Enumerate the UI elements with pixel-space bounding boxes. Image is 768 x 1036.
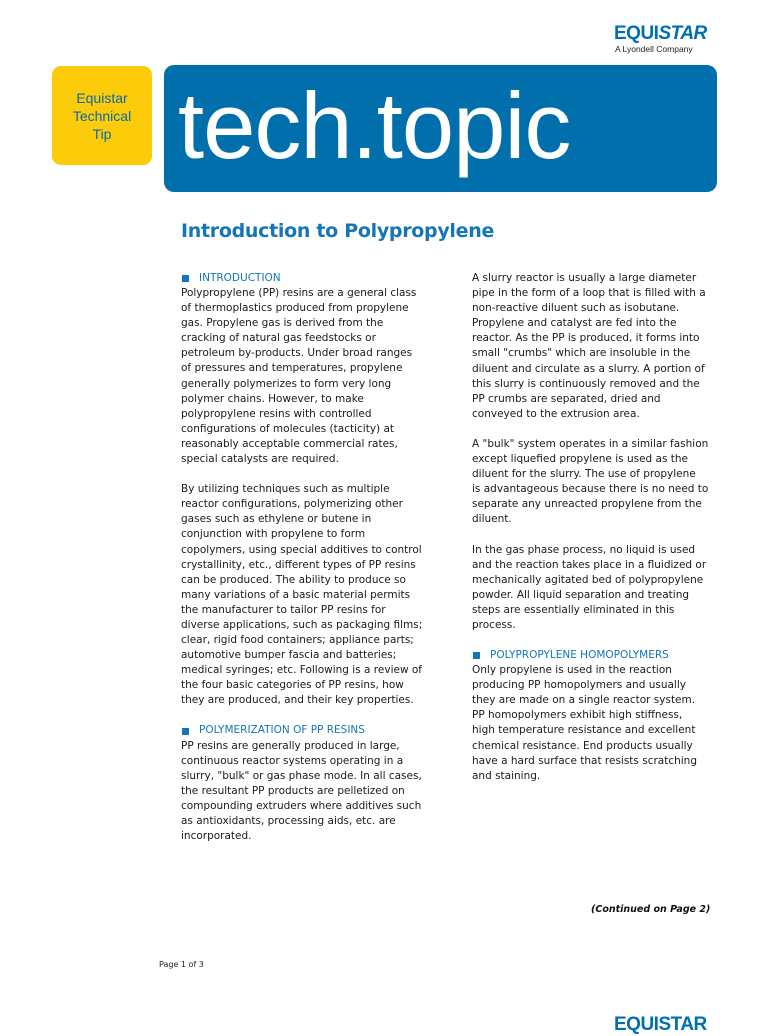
logo-tagline: A Lyondell Company [615, 44, 693, 54]
continued-note: (Continued on Page 2) [591, 904, 711, 915]
slurry-paragraph: A slurry reactor is usually a large diameter pipe in the form of a loop that is filled with a non-reactive diluent such as isobutane. Propylene and catalyst are fed into the reactor. As the PP is produced, it forms into small "crumbs" which are insoluble in the diluent and circulate as a slurry. A portion of this slurry is continuously removed and the PP crumbs are separated, dried and conveyed to the extrusion area. [472, 272, 706, 420]
document-title: Introduction to Polypropylene [181, 220, 495, 242]
section-heading-polymerization [181, 724, 453, 739]
square-bullet-icon [182, 728, 189, 735]
section-heading-label: INTRODUCTION [199, 271, 281, 284]
intro-paragraph-1: Polypropylene (PP) resins are a general class of thermoplastics produced from propylene gas. Propylene gas is derived from the cracking of natural gas feedstocks or petroleum by-products. Under broad ranges of pressures and temperatures, propylene generally polymerizes to form very long polymer chains. However, to make polypropylene resins with controlled configurations of molecules (tacticity) at reasonably acceptable commercial rates, special catalysts are required. [181, 287, 417, 466]
technical-tip-text [73, 89, 131, 143]
square-bullet-icon [473, 652, 480, 659]
tip-line-3: Tip [92, 125, 112, 142]
section-heading-homopolymers [472, 648, 728, 663]
logo-word-equi: EQUI [614, 23, 659, 44]
page-number: Page 1 of 3 [159, 960, 204, 969]
bulk-paragraph: A "bulk" system operates in a similar fashion except liquefied propylene is used as the diluent for the slurry. The use of propylene is advantageous because there is no need to separate any unreacted propylene from the diluent. [472, 437, 709, 526]
tip-line-1: Equistar [76, 89, 128, 106]
intro-paragraph-2: By utilizing techniques such as multiple reactor configurations, polymerizing other gases such as ethylene or butene in conjunction with propylene to form copolymers, using special additives to control crystallinity, etc., different types of PP resins can be produced. The ability to produce so many variations of a basic material permits the manufacturer to tailor PP resins for diverse applications, such as packaging films; clear, rigid food containers; appliance parts; automotive bumper fascia and batteries; medical syringes; etc. Following is a review of the four basic categories of PP resins, how they are produced, and their key properties. [181, 483, 423, 707]
tip-line-2: Technical [72, 107, 132, 124]
tech-topic-banner [164, 65, 717, 192]
homopolymers-paragraph: Only propylene is used in the reaction producing PP homopolymers and usually they are made on a single reactor system. PP homopolymers exhibit high stiffness, high temperature resistance and excellent chemical resistance. End products usually have a hard surface that resists scratching and staining. [472, 664, 698, 782]
right-column [472, 271, 728, 784]
logo-wordmark [614, 24, 724, 44]
gas-phase-paragraph: In the gas phase process, no liquid is used and the reaction takes place in a fluidized or mechanically agitated bed of polypropylene powder. All liquid separation and treating steps are essentially eliminated in this process. [472, 543, 707, 631]
footer-logo: EQUISTAR [614, 1014, 707, 1035]
equistar-logo [614, 24, 724, 54]
banner-title: tech.topic [178, 73, 571, 178]
logo-word-star: STAR [658, 23, 707, 44]
polymerization-paragraph: PP resins are generally produced in large, continuous reactor systems operating in a slurry, "bulk" or gas phase mode. In all cases, the resultant PP products are pelletized on compounding extruders where additives such as antioxidants, processing aids, etc. are incorporated. [181, 739, 422, 843]
square-bullet-icon [182, 275, 189, 282]
section-heading-label: POLYMERIZATION OF PP RESINS [199, 724, 365, 737]
technical-tip-badge [52, 66, 152, 165]
section-heading-label: POLYPROPYLENE HOMOPOLYMERS [490, 649, 669, 662]
section-heading-introduction [181, 271, 453, 286]
left-column [181, 271, 453, 844]
